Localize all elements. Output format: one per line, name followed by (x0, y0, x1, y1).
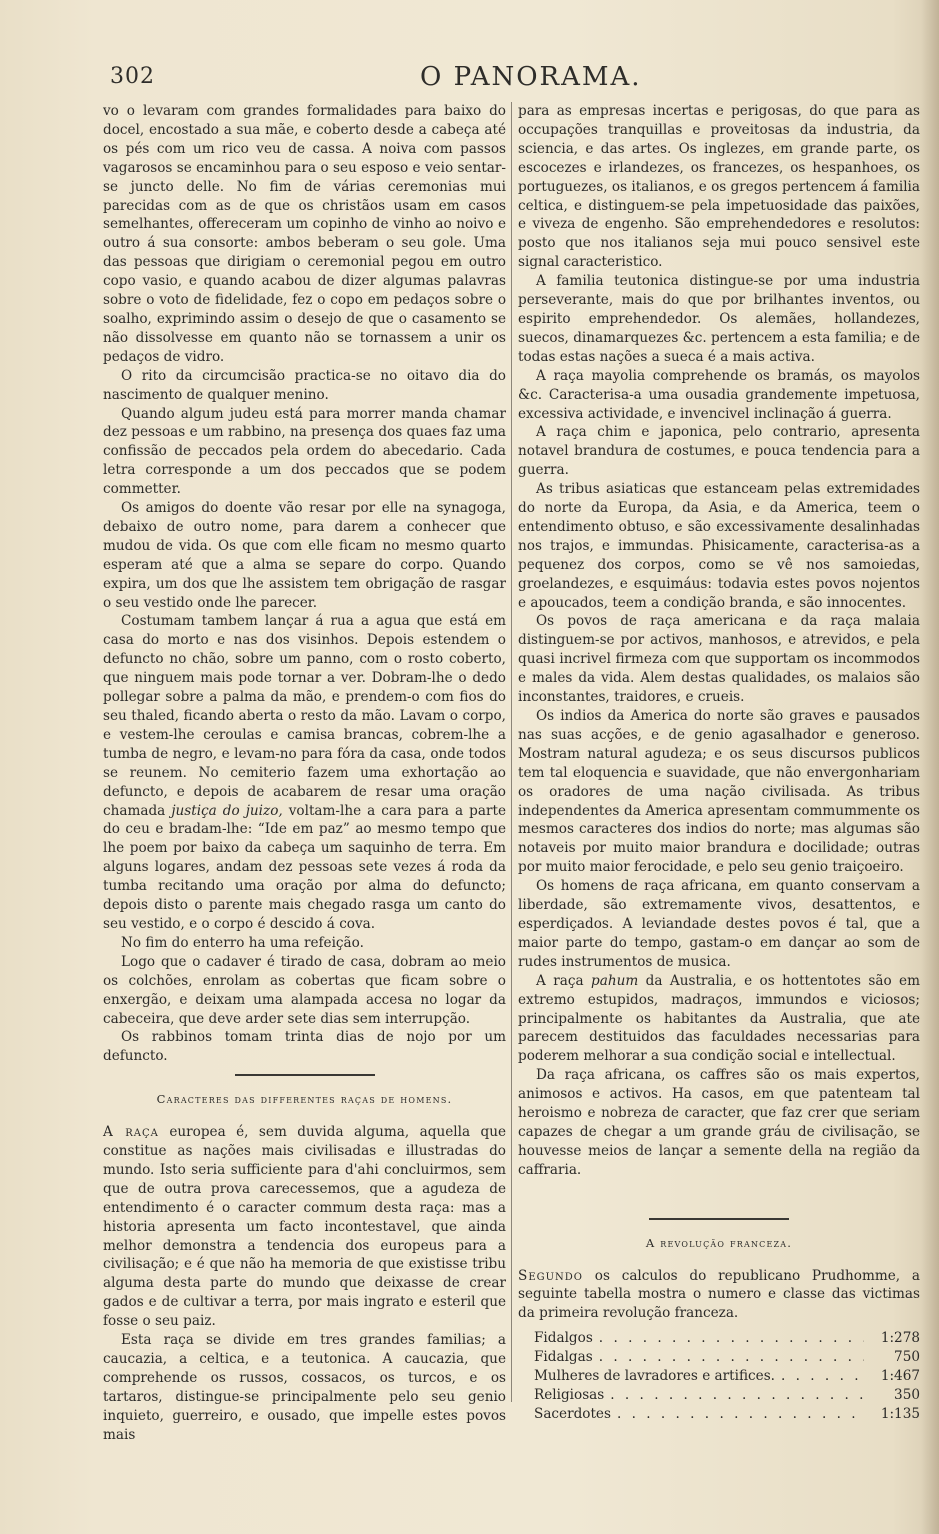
paragraph-lead (518, 1267, 920, 1324)
paragraph-pahum (518, 972, 920, 1067)
paragraph: Os homens de raça africana, em quanto conservam a liberdade, são extremamente vivos, desattentos, e esperdiçados. A leviandade destes povos é tal, que a maior parte do tempo, gastam-o em dançar ao som de rudes instrumentos de musica. (518, 878, 920, 970)
row-value: 1:278 (880, 1330, 920, 1347)
paragraph: A familia teutonica distingue-se por uma industria perseverante, mais do que por brilhantes inventos, ou espirito emprehendedor. Os alemães, hollandezes, suecos, dinamarquezes &c. pertencem a esta familia; e de todas estas nações a sueca é a mais activa. (518, 273, 920, 365)
leader-dots (599, 1329, 864, 1348)
page-header (100, 62, 930, 96)
row-label: Religiosas (534, 1387, 605, 1403)
paragraph: Quando algum judeu está para morrer manda chamar dez pessoas e um rabbino, na presença dos quaes faz uma confissão de peccados pela ordem do abecedario. Cada letra corresponde a um dos peccados que se podem commetter. (103, 405, 506, 498)
row-label: Sacerdotes (534, 1405, 611, 1422)
paragraph: O rito da circumcisão practica-se no oitavo dia do nascimento de qualquer menino. (103, 367, 506, 403)
row-label: Fidalgos (534, 1330, 593, 1347)
right-column (518, 102, 920, 1424)
paragraph: Os rabbinos tomam trinta dias de nojo por um defuncto. (103, 1029, 506, 1065)
row-value: 350 (894, 1387, 920, 1403)
table-row (518, 1348, 920, 1367)
page-number: 302 (110, 64, 155, 89)
paragraph: Esta raça se divide em tres grandes familias; a caucazia, a celtica, e a teutonica. A caucazia, que comprehende os russos, cossacos, os turcos, e os tartaros, distingue-se principalmente pelo seu genio inquieto, guerreiro, e ousado, que impelle estes povos mais (103, 1332, 506, 1443)
paragraph: Logo que o cadaver é tirado de casa, dobram ao meio os colchões, enrolam as cobertas que ficam sobre o enxergão, e deixam uma alampada accesa no logar da cabeceira, que deve arder sete dias sem interrupção. (103, 953, 506, 1027)
paragraph-lead (103, 1123, 506, 1331)
paragraph: para as empresas incertas e perigosas, do que para as occupações tranquillas e proveitosas da industria, da sciencia, e das artes. Os inglezes, em grande parte, os escocezes e irlandezes, os francezes, os hespanhoes, os portuguezes, os italianos, e os gregos pertencem á familia celtica, e distinguem-se pela impetuosidade das paixões, e viveza de engenho. São emprehendedores e resolutos: posto que nos italianos seja mui pouco sensivel este signal caracteristico. (518, 103, 920, 271)
table-row (518, 1386, 920, 1405)
paragraph: Os indios da America do norte são graves e pausados nas suas acções, e de genio agasalhador e generoso. Mostram natural agudeza; e os seus discursos publicos tem tal eloquencia e suavidade, que não envergonhariam os oradores de uma nação civilisada. As tribus independentes da America apresentam commummente os mesmos caracteres dos indios do norte; mas algumas são notaveis por muito maior brandura e docilidade; outras por muito maior ferocidade, e pelo seu genio traiçoeiro. (518, 708, 920, 876)
page-edge-shadow (921, 0, 939, 1534)
section-heading: A revolução franceza. (645, 1235, 793, 1250)
row-value: 750 (894, 1349, 920, 1366)
table-row (518, 1405, 920, 1424)
paragraph-text: da Australia, e os hottentotes são em extremo estupidos, madraços, immundos e viciosos; principalmente os habitantes da Australia, que ate parecem destituidos das faculdades necessarias para poderem melhorar a sua condição social e intellectual. (518, 972, 920, 1065)
section-separator (235, 1074, 375, 1076)
column-divider (511, 102, 512, 1402)
row-value: 1:467 (880, 1368, 920, 1385)
paragraph-text: Costumam tambem lançar á rua a agua que está em casa do morto e nas dos visinhos. Depois estendem o defuncto no chão, sobre um panno, com o rosto coberto, que ninguem mais pode tornar a ver. Dobram-lhe o dedo pollegar sobre a palma da mão, e prendem-o com fios do seu thaled, ficando aberta o resto da mão. Lavam o corpo, e vestem-lhe ceroulas e camisa brancas, cobrem-lhe a tumba de negro, e levam-no para fóra da casa, onde todos se reunem. No cemiterio fazem uma exhortação ao defuncto, e depois de acabarem de resar uma oração chamada (103, 613, 506, 819)
leader-dots (617, 1405, 864, 1424)
leader-dots (610, 1386, 864, 1405)
paragraph: A raça mayolia comprehende os bramás, os mayolos &c. Caracterisa-a uma ousadia grandemente impetuosa, excessiva actividade, e invencivel inclinação á guerra. (518, 367, 920, 422)
paragraph: A raça chim e japonica, pelo contrario, apresenta notavel brandura de costumes, e pouca tendencia para a guerra. (518, 424, 920, 479)
italic-phrase: justiça do juizo, (171, 802, 283, 819)
row-value: 1:135 (880, 1405, 920, 1422)
table-row (518, 1367, 920, 1386)
row-label: Mulheres de lavradores e artifices. (534, 1368, 775, 1385)
paragraph-text: os calculos do republicano Prudhomme, a seguinte tabella mostra o numero e classe das victimas da primeira revolução franceza. (518, 1267, 920, 1322)
paragraph: Da raça africana, os caffres são os mais expertos, animosos e activos. Ha casos, em que patenteam tal heroismo e nobreza de caracter, que faz crer que seriam capazes de chegar a um grande gráu de civilisação, se houvesse meios de lançar a semente della na região da caffraria. (518, 1067, 920, 1178)
lead-word: Segundo (518, 1267, 583, 1284)
paragraph-text: europea é, sem duvida alguma, aquella que constitue as nações mais civilisadas e illustradas do mundo. Isto seria sufficiente para d'ahi concluirmos, sem que de outra prova carecessemos, que a agudeza de entendimento é o caracter commum desta raça: mas a historia apresenta um facto incontestavel, que ainda melhor demonstra a tendencia dos europeus para a civilisação; e é que não ha memoria de que existisse tribu alguma desta parte do mundo que deixasse de crear gados e de cultivar a terra, por mais ingrato e esteril que fosse o seu paiz. (103, 1124, 507, 1330)
victims-table (518, 1329, 920, 1424)
paragraph: vo o levaram com grandes formalidades para baixo do docel, encostado a sua mãe, e coberto desde a cabeça até os pés com um rico veu de cassa. A noiva com passos vagarosos se encaminhou para o seu esposo e veio sentar-se juncto delle. No fim de várias ceremonias mui parecidas com as de que os christãos usam em casos semelhantes, offereceram um copinho de vinho ao noivo e outro á sua consorte: ambos beberam o seu gole. Uma das pessoas que dirigiam o ceremonial pegou em outro copo vasio, e quando acabou de dizer algumas palavras sobre o voto de fidelidade, fez o copo em pedaços sobre o soalho, exprimindo assim o desejo de que o casamento se não dissolvesse em quanto não se tornassem a unir os pedaços de vidro. (103, 103, 506, 365)
journal-title: O PANORAMA. (420, 62, 642, 92)
paragraph: As tribus asiaticas que estanceam pelas extremidades do norte da Europa, da Asia, e da America, teem o entendimento obtuso, e são excessivamente desalinhadas nos trajos, e immundas. Phisicamente, caracterisa-as a pequenez dos corpos, como se vê nos samoiedas, groelandezes, e esquimáus: todavia estes povos nojentos e apoucados, teem a condição branda, e são innocentes. (518, 481, 920, 611)
lead-word: A raça (103, 1124, 159, 1141)
section-heading: Caracteres das differentes raças de homens. (156, 1092, 453, 1107)
leader-dots (599, 1348, 864, 1367)
paragraph: Os povos de raça americana e da raça malaia distinguem-se por activos, manhosos, e atrevidos, e pela quasi incrivel firmeza com que supportam os incommodos e males da vida. Alem destas qualidades, os malaios são inconstantes, traidores, e crueis. (518, 613, 920, 706)
paragraph-text: voltam-lhe a cara para a parte do ceu e bradam-lhe: “Ide em paz” ao mesmo tempo que lhe poem por baixo da cabeça um saquinho de terra. Em alguns logares, andam dez pessoas sete vezes á roda da tumba recitando uma oração por alma do defuncto; depois disto o parente mais chegado rasga um canto do seu vestido, e o corpo é descido á cova. (103, 802, 506, 932)
paragraph-text: A raça (536, 972, 584, 989)
table-row (518, 1329, 920, 1348)
paragraph: Os amigos do doente vão resar por elle na synagoga, debaixo de outro nome, para darem a conhecer que mudou de vida. Os que com elle ficam no mesmo quarto esperam até que a alma se separe do corpo. Quando expira, um dos que lhe assistem tem obrigação de rasgar o seu vestido onde lhe parecer. (103, 500, 506, 611)
row-label: Fidalgas (534, 1349, 593, 1366)
section-separator (649, 1218, 789, 1220)
italic-word: pahum (591, 972, 639, 989)
leader-dots (781, 1367, 864, 1386)
paragraph-burial (103, 612, 506, 933)
paragraph: No fim do enterro ha uma refeição. (121, 934, 364, 951)
left-column (103, 102, 506, 1445)
